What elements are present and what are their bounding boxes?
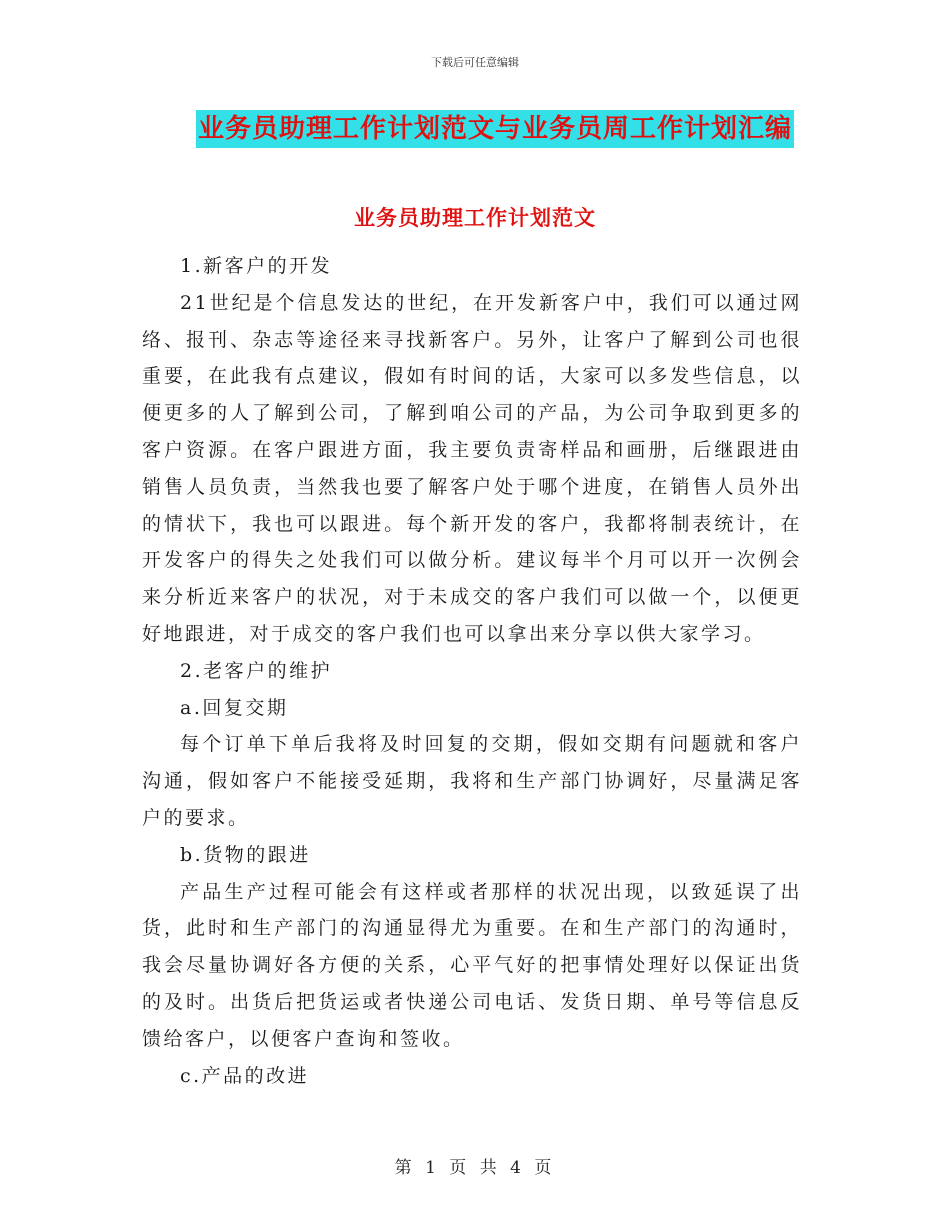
paragraph-new-customers: 21世纪是个信息发达的世纪，在开发新客户中，我们可以通过网络、报刊、杂志等途径来寻找新客户。另外，让客户了解到公司也很重要，在此我有点建议，假如有时间的话，大家可以多发些信息，以便更多的人了解到公司，了解到咱公司的产品，为公司争取到更多的客户资源。在客户跟进方面，我主要负责寄样品和画册，后继跟进由销售人员负责，当然我也要了解客户处于哪个进度，在销售人员外出的情状下，我也可以跟进。每个新开发的客户，我都将制表统计，在开发客户的得失之处我们可以做分析。建议每半个月可以开一次例会来分析近来客户的状况，对于未成交的客户我们可以做一个，以便更好地跟进，对于成交的客户我们也可以拿出来分享以供大家学习。 bbox=[142, 291, 802, 645]
heading-old-customers: 2.老客户的维护 bbox=[180, 659, 333, 682]
document-body bbox=[142, 248, 802, 1094]
paragraph-reply-delivery: 每个订单下单后我将及时回复的交期，假如交期有问题就和客户沟通，假如客户不能接受延期，我将和生产部门协调好，尽量满足客户的要求。 bbox=[142, 733, 802, 829]
paragraph-goods-follow-up: 产品生产过程可能会有这样或者那样的状况出现，以致延误了出货，此时和生产部门的沟通显得尤为重要。在和生产部门的沟通时，我会尽量协调好各方便的关系，心平气好的把事情处理好以保证出货的及时。出货后把货运或者快递公司电话、发货日期、单号等信息反馈给客户，以便客户查询和签收。 bbox=[142, 880, 802, 1050]
heading-reply-delivery: a.回复交期 bbox=[180, 696, 289, 719]
document-title: 业务员助理工作计划范文与业务员周工作计划汇编 bbox=[196, 110, 794, 148]
section-title: 业务员助理工作计划范文 bbox=[354, 205, 596, 230]
page-footer: 第 1 页 共 4 页 bbox=[394, 1158, 556, 1178]
heading-new-customers: 1.新客户的开发 bbox=[180, 255, 333, 277]
main-title-wrap bbox=[0, 110, 950, 148]
heading-goods-follow-up: b.货物的跟进 bbox=[180, 843, 311, 866]
heading-product-improvement: c.产品的改进 bbox=[180, 1064, 310, 1087]
header-note: 下载后可任意编辑 bbox=[431, 56, 519, 69]
